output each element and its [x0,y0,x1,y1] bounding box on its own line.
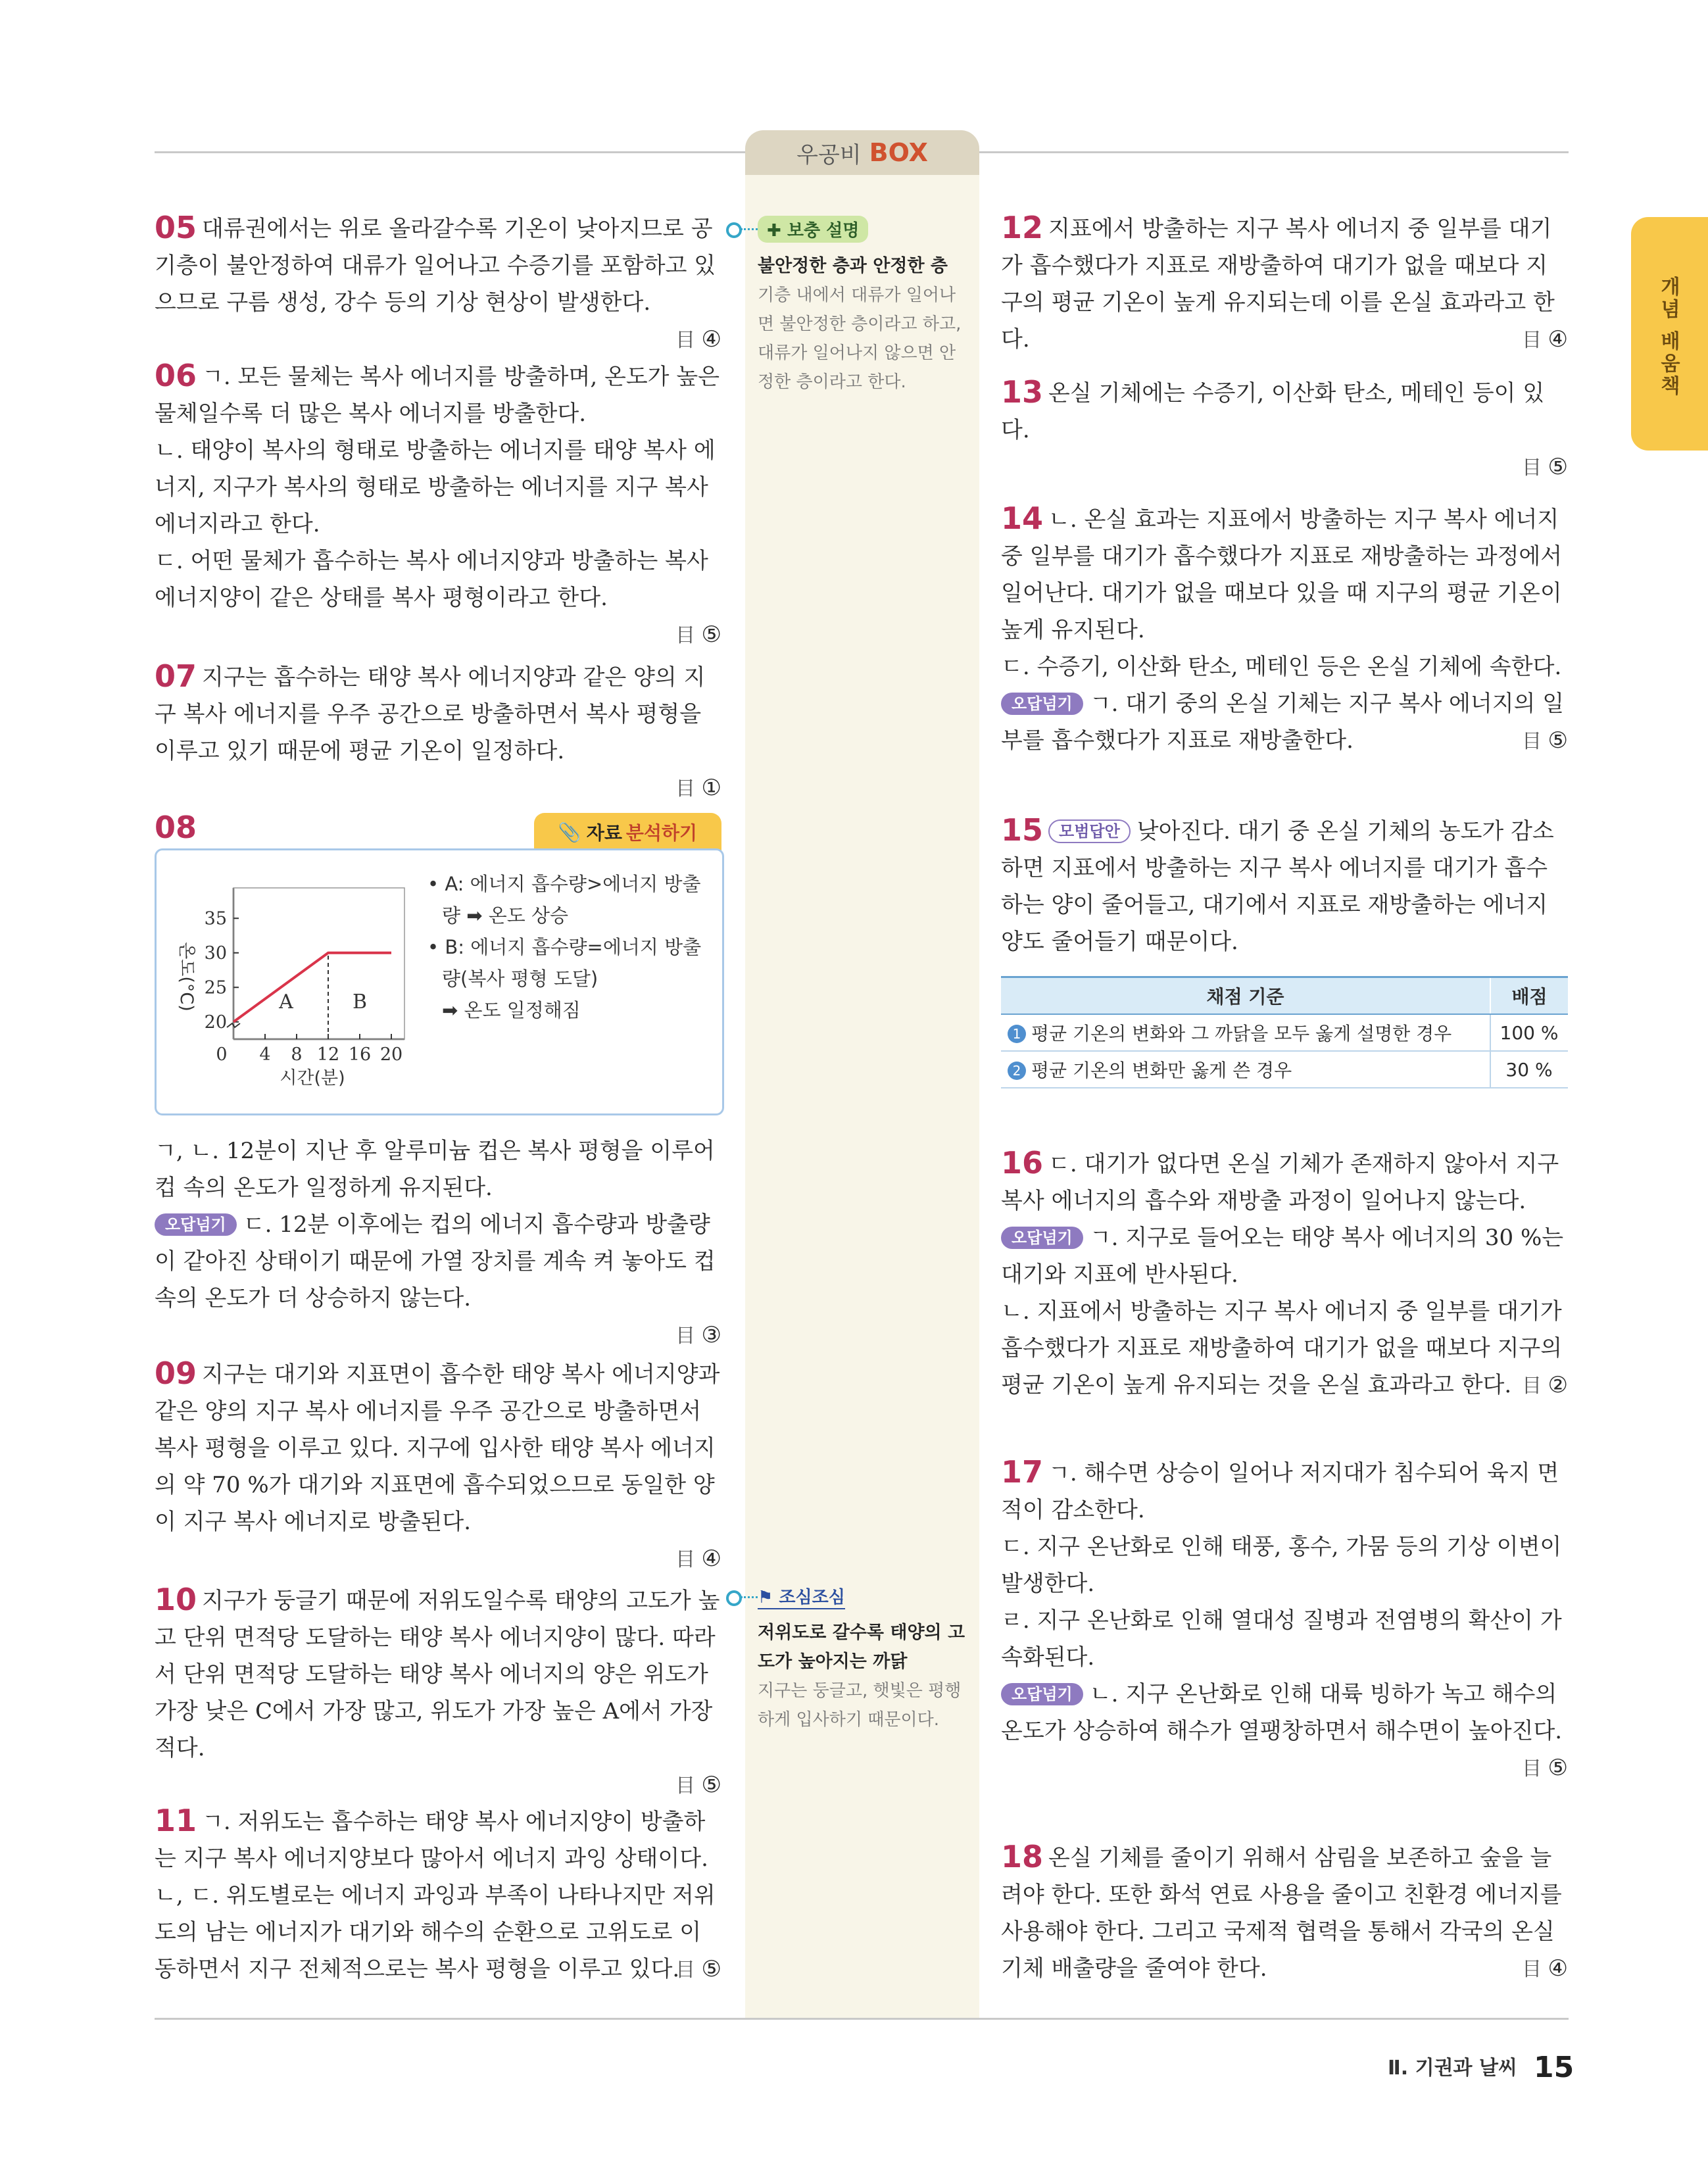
region-label-b: B [352,990,368,1014]
question-14 [1001,500,1568,760]
question-06 [155,357,721,654]
y-axis-label: 온도(°C) [176,942,197,1012]
plot-frame [233,888,404,1039]
answer-icon: 目 [1521,1958,1548,1981]
question-text: 지구는 흡수하는 태양 복사 에너지양과 같은 양의 지구 복사 에너지를 우주 공간으로 방출하면서 복사 평형을 이루고 있기 때문에 평균 기온이 일정하다. [155,664,706,764]
wrong-answer-badge: 오답넘기 [1001,693,1083,715]
question-number: 07 [155,658,197,694]
answer-icon: 目 [1521,329,1548,352]
answer: 目 ④ [1521,1955,1568,1982]
row-number: 2 [1008,1062,1026,1080]
question-17 [1001,1454,1568,1788]
score-value: 30 % [1490,1051,1568,1088]
answer-icon: 目 [1521,730,1548,753]
connector-dot [726,1590,742,1606]
connector-line [741,1596,758,1598]
section-title: Ⅱ. 기권과 날씨 [1388,2057,1517,2080]
question-15 [1001,812,1568,960]
side-note-title: 저위도로 갈수록 태양의 고도가 높아지는 까닭 [758,1623,965,1672]
question-text: 온실 기체를 줄이기 위해서 삼림을 보존하고 숲을 늘려야 한다. 또한 화석 연료 사용을 줄이고 친환경 에너지를 사용해야 한다. 그리고 국제적 협력을 통해서 각국의 온실 기체 배출량을 줄여야 한다. [1001,1845,1562,1982]
question-07 [155,658,721,808]
wrong-answer-text: ㄷ. 12분 이후에는 컵의 에너지 흡수량과 방출량이 같아진 상태이기 때문에 가열 장치를 계속 켜 놓아도 컵 속의 온도가 더 상승하지 않는다. [155,1211,716,1311]
question-number: 08 [155,810,197,845]
x-tick-label: 4 [259,1044,271,1065]
question-line: ㄹ. 지구 온난화로 인해 열대성 질병과 전염병의 확산이 가속화된다. [1001,1607,1562,1671]
question-number: 05 [155,210,197,245]
answer: 目 ⑤ [675,1772,721,1798]
question-text: 대류권에서는 위로 올라갈수록 기온이 낮아지므로 공기층이 불안정하여 대류가 일어나고 수증기를 포함하고 있으므로 구름 생성, 강수 등의 기상 현상이 발생한다. [155,216,716,316]
question-line: ㄱ. 해수면 상승이 일어나 저지대가 침수되어 육지 면적이 감소한다. [1001,1460,1559,1523]
criteria-header: 채점 기준 [1001,977,1490,1015]
table-row [1001,1014,1568,1051]
question-number: 13 [1001,374,1044,410]
question-16 [1001,1144,1568,1405]
x-tick-label: 12 [316,1044,340,1065]
answer: 目 ⑤ [1521,454,1568,480]
question-10 [155,1581,721,1805]
criterion-text: 평균 기온의 변화와 그 까닭을 모두 옳게 설명한 경우 [1031,1023,1452,1044]
criterion-text: 평균 기온의 변화만 옳게 쓴 경우 [1031,1060,1292,1081]
question-line: ㄱ. 저위도는 흡수하는 태양 복사 에너지양이 방출하는 지구 복사 에너지양보다 많아서 에너지 과잉 상태이다. [155,1809,708,1872]
question-line: ㄴ. 태양이 복사의 형태로 방출하는 에너지를 태양 복사 에너지, 지구가 복사의 형태로 방출하는 에너지를 지구 복사 에너지라고 한다. [155,437,716,537]
side-note-body: 지구는 둥글고, 햇빛은 평행하게 입사하기 때문이다. [758,1681,962,1730]
wrong-answer-text: ㄱ. 지구로 들어오는 태양 복사 에너지의 30 %는 대기와 지표에 반사된다. [1001,1225,1564,1288]
temperature-chart [158,855,421,1108]
question-text: 지구는 대기와 지표면이 흡수한 태양 복사 에너지양과 같은 양의 지구 복사 에너지를 우주 공간으로 방출하면서 복사 평형을 이루고 있다. 지구에 입사한 태양 복사 에너지의 약 70 %가 대기와 지표면에 흡수되었으므로 동일한 양이 지구 복사 에너지로 방출된다. [155,1361,720,1535]
page-footer [1388,2051,1574,2084]
wrong-answer-text: ㄱ. 대기 중의 온실 기체는 지구 복사 에너지의 일부를 흡수했다가 지표로 재방출한다. [1001,691,1565,754]
question-line: ㄱ. 모든 물체는 복사 에너지를 방출하며, 온도가 높은 물체일수록 더 많은 복사 에너지를 방출한다. [155,364,720,427]
answer: 目 ① [675,775,721,801]
question-08-number [155,809,202,847]
bottom-rule [155,2018,1569,2020]
wrong-answer-badge: 오답넘기 [1001,1683,1083,1705]
side-tab[interactable] [1631,217,1708,451]
question-number: 18 [1001,1839,1044,1874]
box-header-suffix: BOX [869,138,928,167]
question-line: ㄷ. 지구 온난화로 인해 태풍, 홍수, 가뭄 등의 기상 이변이 발생한다. [1001,1534,1562,1597]
question-line: ㄷ. 어떤 물체가 흡수하는 복사 에너지양과 방출하는 복사 에너지양이 같은 상태를 복사 평형이라고 한다. [155,548,708,611]
graph-note-b: • B: 에너지 흡수량=에너지 방출량(복사 평형 도달) [427,936,702,990]
y-tick-label: 30 [204,942,227,964]
question-number: 06 [155,358,197,393]
answer-icon: 目 [675,1774,702,1797]
x-tick-label: 8 [291,1044,303,1065]
question-11 [155,1802,721,1989]
answer: 目 ④ [675,326,721,353]
question-text: 낮아진다. 대기 중 온실 기체의 농도가 감소하면 지표에서 방출하는 지구 복사 에너지를 대기가 흡수하는 양이 줄어들고, 대기에서 지표로 재방출하는 에너지양도 줄어들기 때문이다. [1001,818,1554,955]
wrong-answer-badge: 오답넘기 [155,1213,237,1236]
answer: 目 ③ [675,1322,721,1348]
scoring-table [1001,976,1568,1088]
score-value: 100 % [1490,1014,1568,1051]
answer-icon: 目 [675,329,702,352]
page-number: 15 [1534,2051,1574,2084]
question-line: ㄷ. 대기가 없다면 온실 기체가 존재하지 않아서 지구 복사 에너지의 흡수와 재방출 과정이 일어나지 않는다. [1001,1151,1559,1214]
question-number: 09 [155,1356,197,1391]
side-note-title: 불안정한 층과 안정한 층 [758,256,948,276]
question-05 [155,209,721,359]
question-number: 11 [155,1803,197,1838]
answer: 目 ④ [1521,326,1568,353]
caution-tag: ⚑ 조심조심 [758,1584,845,1609]
question-line: ㄴ. 온실 효과는 지표에서 방출하는 지구 복사 에너지 중 일부를 대기가 흡수했다가 지표로 재방출하는 과정에서 일어난다. 대기가 없을 때보다 있을 때 지구의 평균 기온이 높게 유지된다. [1001,506,1563,643]
question-line: ㄷ. 수증기, 이산화 탄소, 메테인 등은 온실 기체에 속한다. [1001,654,1562,680]
question-12 [1001,209,1568,359]
question-08-explanation [155,1133,721,1355]
answer: 目 ⑤ [1521,727,1568,754]
y-tick-label: 35 [204,908,227,929]
series-line [233,953,391,1022]
question-number: 12 [1001,210,1044,245]
side-note-body: 기층 내에서 대류가 일어나면 불안정한 층이라고 하고, 대류가 일어나지 않으면 안정한 층이라고 한다. [758,285,962,392]
data-analysis-tag: 📎 자료 분석하기 [534,813,721,851]
question-09 [155,1355,721,1578]
y-tick-label: 25 [204,977,227,998]
region-label-a: A [279,990,293,1014]
connector-dot [726,222,742,238]
question-13 [1001,374,1568,487]
connector-line [741,228,758,230]
question-line: ㄴ, ㄷ. 위도별로는 에너지 과잉과 부족이 나타나지만 저위도의 남는 에너지가 대기와 해수의 순환으로 고위도로 이동하면서 지구 전체적으로는 복사 평형을 이루고 있다. [155,1882,716,1982]
answer-icon: 目 [1521,456,1548,479]
question-number: 16 [1001,1145,1044,1181]
answer-icon: 目 [675,624,702,647]
supplement-tag: ✚ 보충 설명 [758,216,868,243]
answer: 目 ⑤ [675,622,721,648]
side-note-caution [758,1584,969,1734]
question-18 [1001,1838,1568,1988]
x-tick-label: 16 [348,1044,372,1065]
model-answer-badge: 모범답안 [1048,819,1131,843]
box-header-prefix: 우공비 [796,141,862,168]
answer-icon: 目 [675,777,702,800]
question-number: 17 [1001,1454,1044,1490]
question-text: 지구가 둥글기 때문에 저위도일수록 태양의 고도가 높고 단위 면적당 도달하는 태양 복사 에너지양이 많다. 따라서 단위 면적당 도달하는 태양 복사 에너지의 양은 위도가 가장 낮은 C에서 가장 많고, 위도가 가장 높은 A에서 가장 적다. [155,1588,720,1761]
graph-note-a: • A: 에너지 흡수량>에너지 방출량 ➡ 온도 상승 [427,873,701,927]
x-tick-label: 0 [216,1044,228,1065]
question-text: 지표에서 방출하는 지구 복사 에너지 중 일부를 대기가 흡수했다가 지표로 재방출하여 대기가 없을 때보다 지구의 평균 기온이 높게 유지되는데 이를 온실 효과라고 한다. [1001,216,1555,353]
answer-icon: 目 [1521,1757,1548,1780]
question-number: 15 [1001,812,1044,848]
side-note-supplement [758,216,969,397]
answer-icon: 目 [675,1325,702,1348]
answer: 目 ⑤ [1521,1755,1568,1781]
answer: 目 ⑤ [675,1956,721,1982]
box-header [745,130,979,175]
question-number: 10 [155,1582,197,1617]
wrong-answer-text: ㄴ. 지구 온난화로 인해 대륙 빙하가 녹고 해수의 온도가 상승하여 해수가 열팽창하면서 해수면이 높아진다. [1001,1681,1563,1744]
question-line: ㄴ. 지표에서 방출하는 지구 복사 에너지 중 일부를 대기가 흡수했다가 지표로 재방출하여 대기가 없을 때보다 지구의 평균 기온이 높게 유지되는 것을 온실 효과라고 한다. [1001,1298,1563,1398]
box-column [745,151,979,2019]
table-row [1001,1051,1568,1088]
flag-icon: ⚑ [758,1588,773,1607]
answer-icon: 目 [675,1959,702,1982]
y-tick-label: 20 [204,1012,227,1033]
question-text: 온실 기체에는 수증기, 이산화 탄소, 메테인 등이 있다. [1001,380,1545,443]
question-line: ㄱ, ㄴ. 12분이 지난 후 알루미늄 컵은 복사 평형을 이루어 컵 속의 온도가 일정하게 유지된다. [155,1138,715,1201]
answer-icon: 目 [675,1548,702,1571]
answer: 目 ② [1521,1372,1568,1398]
answer: 目 ④ [675,1546,721,1572]
question-number: 14 [1001,501,1044,536]
graph-notes [427,868,710,1026]
graph-note-result: ➡ 온도 일정해짐 [442,999,581,1021]
x-axis-label: 시간(분) [280,1068,345,1088]
row-number: 1 [1008,1025,1026,1043]
score-header: 배점 [1490,977,1568,1015]
x-tick-label: 20 [379,1044,403,1065]
answer-icon: 目 [1521,1375,1548,1398]
clip-icon: 📎 [558,821,581,843]
side-tab-label: 개념 배움책 [1657,276,1680,398]
wrong-answer-badge: 오답넘기 [1001,1227,1083,1249]
